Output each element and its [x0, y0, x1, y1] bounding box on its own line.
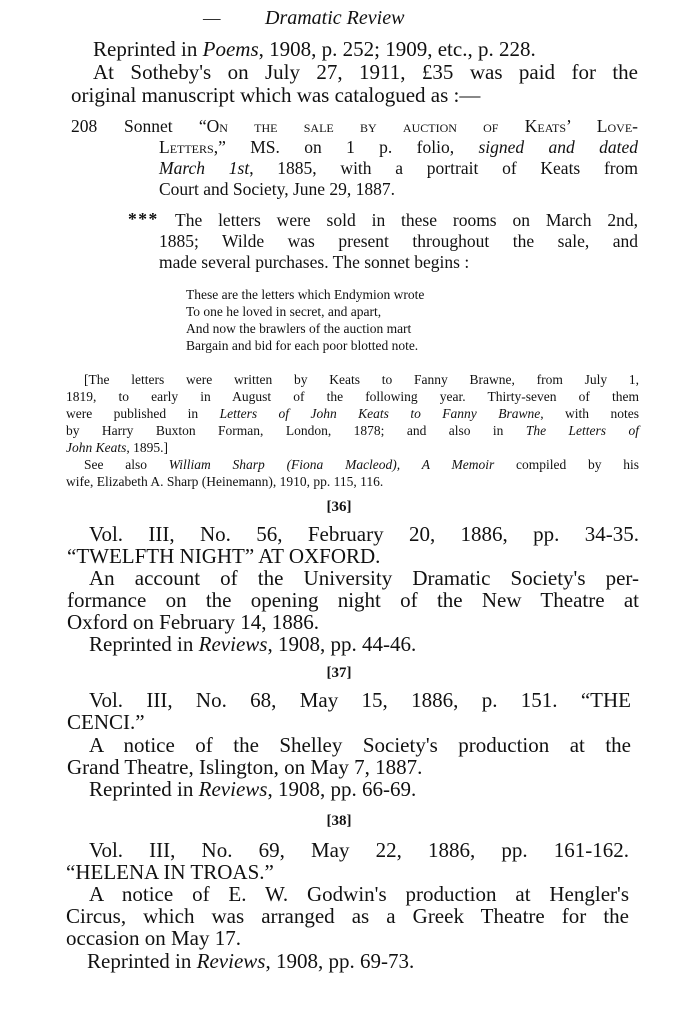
entry-37-title: CENCI.”: [67, 710, 145, 734]
entry-38-reprint-work: Reviews: [196, 949, 266, 973]
poem-line-3: And now the brawlers of the auction mart: [186, 321, 412, 336]
footnote-year: , 1895.]: [126, 440, 168, 455]
reprint-text: Reprinted in: [93, 37, 203, 61]
footnote-notes: , with notes: [540, 406, 639, 421]
footnote-line-4: [66, 424, 639, 438]
reprint-line: [93, 39, 536, 60]
catalogue-sonnet-title: On the sale by auction of Keats’ Love-: [206, 116, 638, 136]
note-line-1: The letters were sold in these rooms on March 2nd,: [175, 210, 638, 230]
entry-37-reprint: [89, 779, 416, 800]
entry-37-reprint-work: Reviews: [198, 777, 268, 801]
catalogue-line-3: [159, 160, 638, 178]
entry-36-reprint-work: Reviews: [198, 632, 268, 656]
entry-37-reprint-pages: , 1908, pp. 66-69.: [267, 777, 417, 801]
catalogue-line-1: [124, 118, 638, 136]
entry-36-desc-1: An account of the University Dramatic Society's per-: [89, 566, 639, 590]
footnote-book-2: The Letters of: [525, 423, 639, 438]
entry-37-desc-1: A notice of the Shelley Society's production at the: [89, 733, 631, 757]
catalogue-date: March 1st: [159, 158, 250, 178]
catalogue-sonnet-title-end: Letters,: [159, 137, 219, 157]
entry-number-36: [36]: [326, 499, 352, 515]
footnote-compiled: compiled by his: [494, 457, 639, 472]
entry-38-desc-2: Circus, which was arranged as a Greek Theatre for the: [66, 904, 629, 928]
footnote-line-7: wife, Elizabeth A. Sharp (Heinemann), 1910, pp. 115, 116.: [66, 474, 384, 489]
entry-36-reprint-text: Reprinted in: [89, 632, 199, 656]
poem-line-2: To one he loved in secret, and apart,: [186, 304, 382, 319]
catalogue-portrait: , 1885, with a portrait of Keats from: [249, 158, 639, 178]
entry-38-desc-1: A notice of E. W. Godwin's production at Hengler's: [89, 882, 629, 906]
entry-number-37: [37]: [326, 665, 352, 681]
entry-37-reprint-text: Reprinted in: [89, 777, 199, 801]
entry-36-desc-2: formance on the opening night of the New Theatre at: [67, 588, 639, 612]
entry-38-title: “HELENA IN TROAS.”: [66, 860, 274, 884]
entry-36-reprint: [89, 634, 416, 655]
entry-37-volume: Vol. III, No. 68, May 15, 1886, p. 151. “THE: [89, 688, 631, 712]
catalogue-line-4: Court and Society, June 29, 1887.: [159, 179, 396, 199]
entry-36-desc-3: Oxford on February 14, 1886.: [67, 610, 319, 634]
poem-line-1: These are the letters which Endymion wrote: [186, 287, 425, 302]
footnote-line-1: [The letters were written by Keats to Fanny Brawne, from July 1,: [84, 372, 639, 387]
catalogue-signed: signed and dated: [478, 137, 638, 157]
sotheby-line-2: original manuscript which was catalogued as :—: [71, 83, 481, 107]
reprint-pages: , 1908, p. 252; 1909, etc., p. 228.: [258, 37, 536, 61]
note-line-3: made several purchases. The sonnet begins :: [159, 252, 470, 272]
entry-36-volume: Vol. III, No. 56, February 20, 1886, pp. 34-35.: [89, 522, 639, 546]
footnote-book-2-end: John Keats: [66, 440, 127, 455]
footnote-line-2: 1819, to early in August of the following year. Thirty-seven of them: [66, 389, 639, 404]
footnote-published: were published in: [66, 406, 220, 421]
footnote-forman: by Harry Buxton Forman, London, 1878; and also in: [66, 423, 526, 438]
entry-38-desc-3: occasion on May 17.: [66, 926, 241, 950]
footnote-line-5: [66, 441, 168, 455]
entry-38-volume: Vol. III, No. 69, May 22, 1886, pp. 161-162.: [89, 838, 629, 862]
reprint-work: Poems: [202, 37, 259, 61]
asterism-mark: * * *: [128, 209, 157, 229]
entry-38-reprint: [87, 951, 414, 972]
footnote-see-also: See also: [84, 457, 169, 472]
entry-37-desc-2: Grand Theatre, Islington, on May 7, 1887.: [67, 755, 423, 779]
footnote-sharp-memoir: William Sharp (Fiona Macleod), A Memoir: [168, 457, 495, 472]
footnote-line-6: [84, 458, 639, 472]
header-dash: —: [203, 8, 221, 28]
entry-36-reprint-pages: , 1908, pp. 44-46.: [267, 632, 417, 656]
footnote-line-3: [66, 407, 639, 421]
entry-38-reprint-text: Reprinted in: [87, 949, 197, 973]
catalogue-sonnet: Sonnet “: [124, 116, 207, 136]
running-header: Dramatic Review: [265, 7, 405, 29]
entry-36-title: “TWELFTH NIGHT” AT OXFORD.: [67, 544, 381, 568]
poem-line-4: Bargain and bid for each poor blotted note.: [186, 338, 419, 353]
sotheby-line-1: At Sotheby's on July 27, 1911, £35 was paid for the: [93, 60, 638, 84]
catalogue-ms: ” MS. on 1 p. folio,: [218, 137, 479, 157]
note-line-2: 1885; Wilde was present throughout the sale, and: [159, 231, 638, 251]
footnote-book-1: Letters of John Keats to Fanny Brawne: [219, 406, 541, 421]
entry-38-reprint-pages: , 1908, pp. 69-73.: [265, 949, 415, 973]
catalogue-number: 208: [71, 116, 98, 136]
catalogue-line-2: [159, 139, 638, 157]
entry-number-38: [38]: [326, 813, 352, 829]
